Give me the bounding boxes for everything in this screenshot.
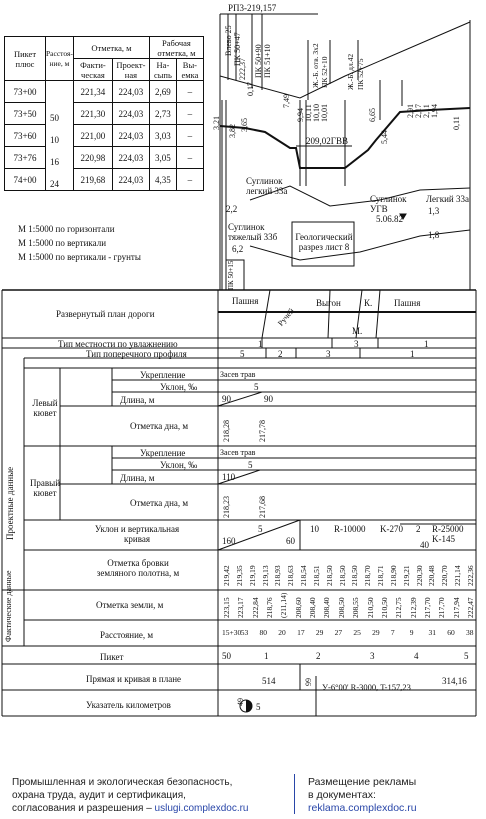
bro-value: 219,19	[247, 565, 257, 586]
top-label: РП3-219,157	[228, 3, 277, 13]
label-vals4: 10,01	[320, 104, 329, 122]
zem-value: 210,50	[365, 597, 375, 618]
uk-val-2: 60	[286, 536, 295, 546]
label-v749: 7,49	[282, 94, 291, 108]
cell-nasyp: 2,69	[149, 81, 176, 103]
label-pk52: ПК 52+10	[320, 56, 329, 88]
zem-value: 208,40	[322, 597, 332, 618]
left-dna-label: Отметка дна, м	[130, 421, 189, 431]
header-vyem: Вы-емка	[176, 59, 203, 81]
label-v217: 2,17	[414, 104, 423, 118]
plan-item-k: К.	[364, 298, 373, 308]
zem-value: 222,84	[250, 597, 260, 618]
zem-value: 217,70	[437, 597, 447, 618]
uk-val-7: R-25000	[432, 524, 464, 534]
uk-val-3: 10	[310, 524, 319, 534]
right-dlina-label: Длина, м	[120, 473, 155, 483]
left-dlina-val: 90	[222, 394, 231, 404]
label-vleva: Влево 25	[224, 25, 233, 56]
bro-value: 219,42	[222, 565, 231, 586]
cross-val-2: 3	[326, 349, 331, 359]
zem-value: 208,55	[351, 597, 361, 618]
rass-value: 15+30	[222, 628, 242, 637]
piket-val-3: 3	[370, 651, 375, 661]
header-proekt: Проект-ная	[112, 59, 149, 81]
cell-piket: 73+00	[5, 81, 46, 103]
rass-value: 29	[315, 628, 324, 637]
right-dna-label: Отметка дна, м	[130, 498, 189, 508]
label-v291: 2,91	[406, 104, 415, 118]
header-otm: Отметка, м	[73, 37, 149, 59]
cell-vyem: –	[176, 81, 203, 103]
cell-fakt: 221,00	[73, 125, 112, 147]
plan-val-2: У-6°00' R-3000, T-157,23	[322, 682, 411, 692]
label-v62: 6,2	[232, 244, 244, 254]
label-suglinok2: Суглинок тяжелый 33б	[228, 222, 278, 242]
uk-val-0: 5	[258, 524, 263, 534]
label-date: 5.06.82	[376, 214, 403, 224]
cell-proekt: 224,03	[112, 147, 149, 169]
plan-item-pashnya: Пашня	[232, 296, 259, 306]
left-zasev: Засев трав	[220, 370, 256, 379]
plan-val-0: 514	[262, 676, 276, 686]
header-nasyp: На-сыпь	[149, 59, 176, 81]
scale-vertical: М 1:5000 по вертикали	[18, 238, 107, 248]
dist-0: 50	[50, 113, 59, 123]
rass-value: 25	[353, 628, 361, 637]
left-ukreplenie: Укрепление	[140, 370, 186, 380]
right-dna-1: 217,68	[258, 496, 267, 518]
label-v22: 2,2	[226, 204, 238, 214]
label-v382: 3,82	[228, 124, 237, 138]
footer-divider	[294, 774, 295, 814]
zem-value: 208,40	[308, 597, 318, 618]
cross-val-3: 1	[410, 349, 415, 359]
rass-value: 29	[372, 628, 380, 637]
zem-value: 217,94	[451, 597, 461, 618]
km-val-1: 5	[256, 702, 261, 712]
uk-val-9: 40	[420, 540, 429, 550]
plan-item-ruchey: Ручей	[276, 306, 296, 328]
cell-vyem: –	[176, 147, 203, 169]
zem-value: (211,14)	[279, 592, 289, 618]
uk-val-5: K-270	[380, 524, 403, 534]
label-geo: Геологический разрез лист 8	[295, 232, 353, 252]
right-zasev: Засев трав	[220, 448, 256, 457]
cell-proekt: 224,03	[112, 169, 149, 191]
dist-3: 24	[50, 179, 59, 189]
rass-value: 38	[466, 628, 474, 637]
plan-val-1: 99	[304, 678, 313, 686]
label-zhb2: Ж.-Б. дл.42	[346, 53, 355, 90]
piket-val-0: 50	[222, 651, 231, 661]
bro-value: 218,51	[311, 565, 321, 586]
footer-left-line1: Промышленная и экологическая безопасность,	[12, 777, 233, 788]
label-vals3: 10,10	[312, 104, 321, 122]
label-zhb: Ж.-Б. отв. 3х2	[311, 43, 320, 88]
plan-val-3: 314,16	[442, 676, 467, 686]
label-pk5015: ПК 50+15	[227, 260, 235, 290]
rass-label: Расстояние, м	[100, 630, 154, 640]
row-cross: Тип поперечного профиля	[86, 349, 187, 359]
right-dlina-val: 110	[222, 472, 236, 482]
km-label: Указатель километров	[86, 700, 171, 710]
rass-value: 20	[278, 628, 286, 637]
rass-value: 60	[447, 628, 455, 637]
footer	[0, 770, 486, 819]
label-v1: 222,37	[238, 58, 247, 80]
label-v011: 0,11	[452, 116, 461, 130]
label-v13: 1,3	[428, 206, 440, 216]
cell-nasyp: 3,05	[149, 147, 176, 169]
left-dlina-val2: 90	[264, 394, 273, 404]
footer-left-text: согласования и разрешения –	[12, 803, 155, 814]
cell-vyem: –	[176, 103, 203, 125]
zem-value: 210,50	[379, 597, 389, 618]
uk-val-1: 160	[222, 536, 236, 546]
bro-value: 219,35	[234, 565, 244, 586]
cell-piket: 73+50	[5, 103, 46, 125]
label-v211: 2,11	[422, 104, 431, 118]
right-dna-0: 218,23	[222, 496, 231, 518]
cell-vyem: –	[176, 125, 203, 147]
terrain-val-2: 1	[424, 339, 429, 349]
bro-value: 218,50	[324, 565, 334, 586]
cell-fakt: 221,30	[73, 103, 112, 125]
label-vals2: 10,11	[304, 104, 313, 122]
label-v544: 5,44	[380, 130, 389, 144]
label-v665: 6,65	[368, 108, 377, 122]
right-ditch-label: Правый кювет	[29, 478, 61, 498]
header-rasst: Расстоя-ние, м	[46, 37, 74, 81]
label-pk3: ПК 51+10	[263, 44, 272, 78]
cell-vyem: –	[176, 169, 203, 191]
zem-label: Отметка земли, м	[96, 600, 164, 610]
label-suglinok1: Суглинок легкий 33а	[246, 176, 288, 196]
piket-val-1: 1	[264, 651, 269, 661]
bro-value: 219,13	[260, 565, 270, 586]
zem-value: 212,75	[394, 597, 404, 618]
cell-fakt: 221,34	[73, 81, 112, 103]
label-suglinok3: Суглинок УГВ	[370, 194, 407, 214]
bro-value: 218,50	[337, 565, 347, 586]
cell-piket: 73+76	[5, 147, 46, 169]
terrain-val-0: 1	[258, 339, 263, 349]
plan-label: Развернутый план дороги	[56, 309, 155, 319]
rass-value: 7	[390, 628, 395, 637]
label-vals1: 9,94	[296, 108, 305, 122]
bro-value: 220,30	[414, 565, 424, 586]
footer-right-line2: в документах:	[308, 789, 376, 801]
left-dlina-label: Длина, м	[120, 395, 155, 405]
label-v365: 3,65	[240, 118, 249, 132]
scale-horizontal: М 1:5000 по горизонтали	[18, 224, 115, 234]
bro-value: 220,70	[440, 565, 450, 586]
bro-value: 218,70	[363, 565, 373, 586]
cell-piket: 73+60	[5, 125, 46, 147]
bro-label: Отметка бровки земляного полотна, м	[96, 558, 180, 578]
footer-left-link[interactable]: uslugi.complexdoc.ru	[154, 803, 249, 814]
bro-value: 218,90	[388, 565, 398, 586]
bro-value: 218,71	[376, 565, 386, 586]
footer-left-line2: охрана труда, аудит и сертификация,	[12, 790, 186, 801]
header-fakt: Факти-ческая	[73, 59, 112, 81]
bro-value: 218,54	[299, 565, 309, 586]
bro-value: 220,48	[427, 565, 437, 586]
cell-proekt: 224,03	[112, 103, 149, 125]
piket-label: Пикет	[100, 652, 124, 662]
zem-value: 222,47	[466, 597, 475, 618]
bro-value: 218,63	[286, 565, 296, 586]
footer-right-line1: Размещение рекламы	[308, 776, 417, 788]
label-pk1: ПК 50+47	[233, 32, 242, 66]
bro-value: 218,50	[350, 565, 360, 586]
zem-value: 208,50	[336, 597, 346, 618]
bro-value: 219,21	[401, 565, 411, 586]
zem-value: 217,70	[422, 597, 432, 618]
header-rab: Рабочая отметка, м	[149, 37, 203, 59]
cross-val-0: 5	[240, 349, 245, 359]
rass-value: 9	[409, 628, 414, 637]
bro-value: 218,93	[273, 565, 283, 586]
piket-val-2: 2	[316, 651, 321, 661]
footer-left-line3	[12, 802, 248, 815]
label-pk52b: ПК 52+75	[356, 58, 365, 90]
label-n1: 0,17	[246, 82, 255, 96]
bro-value: 221,14	[453, 565, 463, 586]
left-uklon-val: 5	[254, 382, 259, 392]
bro-value: 222,36	[466, 565, 475, 586]
rass-value: 31	[428, 628, 436, 637]
right-ukreplenie: Укрепление	[140, 448, 186, 458]
cell-fakt: 219,68	[73, 169, 112, 191]
right-uklon-label: Уклон, ‰	[160, 460, 198, 470]
cross-val-1: 2	[278, 349, 283, 359]
left-uklon-label: Уклон, ‰	[160, 382, 198, 392]
label-v321: 3,21	[212, 116, 221, 130]
dist-2: 16	[50, 157, 59, 167]
label-v18: 1,8	[428, 230, 440, 240]
label-v194: 1,94	[430, 104, 439, 118]
zem-value: 208,60	[293, 597, 303, 618]
piket-val-5: 5	[464, 651, 469, 661]
left-dna-0: 218,28	[222, 420, 231, 442]
label-legk: Легкий 33а	[426, 194, 469, 204]
cell-nasyp: 2,73	[149, 103, 176, 125]
row-terrain: Тип местности по увлажнению	[58, 339, 178, 349]
plan-item-vygon: Выгон	[316, 298, 341, 308]
scale-soil: М 1:5000 по вертикали - грунты	[18, 252, 141, 262]
header-piket: Пикет плюс	[5, 37, 46, 81]
section-design: Проектные данные	[5, 466, 15, 540]
plan-item-m: М.	[352, 326, 363, 336]
zem-value: 212,39	[408, 597, 418, 618]
cell-nasyp: 3,03	[149, 125, 176, 147]
uk-val-8: K-145	[432, 534, 455, 544]
rass-value: 27	[334, 628, 343, 637]
label-gvv: 209,02ГВВ	[306, 136, 348, 146]
uk-val-6: 2	[416, 524, 421, 534]
zem-value: 223,17	[236, 597, 246, 618]
cell-nasyp: 4,35	[149, 169, 176, 191]
left-dna-1: 217,78	[258, 420, 267, 442]
cell-proekt: 224,03	[112, 81, 149, 103]
cell-proekt: 224,03	[112, 125, 149, 147]
footer-right	[308, 776, 417, 815]
uk-val-4: R-10000	[334, 524, 366, 534]
right-uklon-val: 5	[248, 460, 253, 470]
zem-value: 223,15	[222, 597, 231, 618]
rass-value: 17	[297, 628, 305, 637]
section-fact: Фактические данные	[4, 570, 13, 642]
footer-right-link[interactable]: reklama.complexdoc.ru	[308, 802, 417, 814]
terrain-val-1: 3	[354, 339, 359, 349]
uklon-kriv-label: Уклон и вертикальная кривая	[94, 524, 180, 544]
cell-fakt: 220,98	[73, 147, 112, 169]
plan-item-pashnya2: Пашня	[394, 298, 421, 308]
rass-value: 80	[259, 628, 268, 637]
km-val-0: 49	[236, 698, 245, 706]
dist-1: 10	[50, 135, 59, 145]
cell-piket: 74+00	[5, 169, 46, 191]
piket-val-4: 4	[414, 651, 419, 661]
plan-row-label: Прямая и кривая в плане	[86, 674, 182, 684]
footer-left	[12, 776, 248, 815]
rass-value: 53	[240, 628, 249, 637]
label-pk2: ПК 50+90	[254, 44, 263, 78]
zem-value: 218,76	[265, 597, 275, 618]
left-ditch-label: Левый кювет	[32, 398, 58, 418]
